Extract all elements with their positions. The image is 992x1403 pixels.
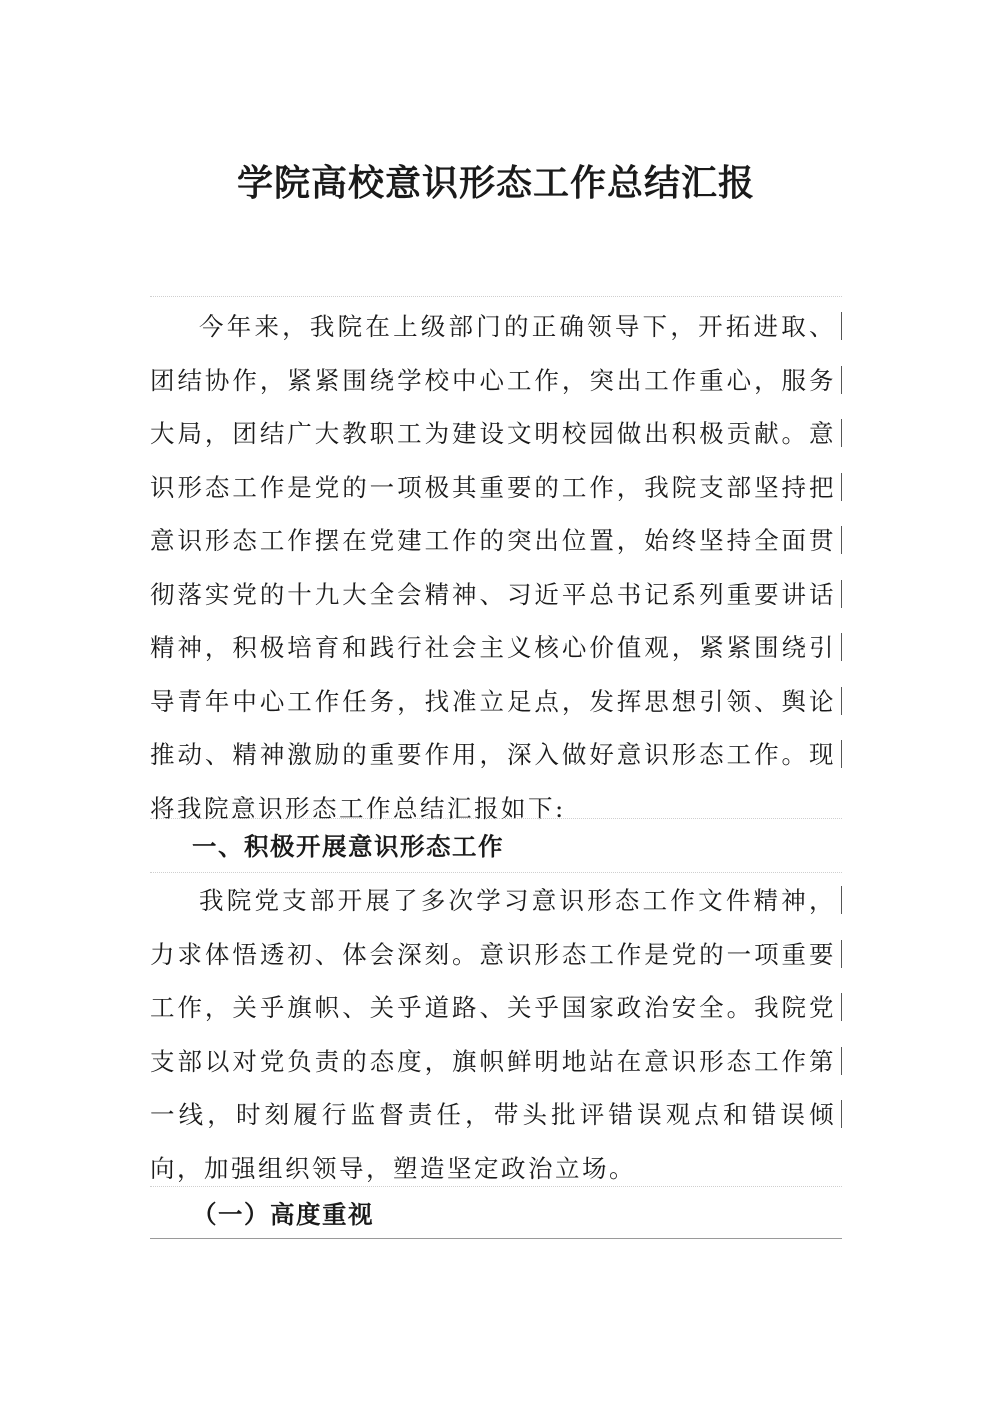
intro-block xyxy=(150,300,842,835)
intro-paragraph: 今年来，我院在上级部门的正确领导下，开拓进取、团结协作，紧紧围绕学校中心工作，突出工作重心，服务大局，团结广大教职工为建设文明校园做出积极贡献。意识形态工作是党的一项极其重要的工作，我院支部坚持把意识形态工作摆在党建工作的突出位置，始终坚持全面贯彻落实党的十九大全会精神、习近平总书记系列重要讲话精神，积极培育和践行社会主义核心价值观，紧紧围绕引导青年中心工作任务，找准立足点，发挥思想引领、舆论推动、精神激励的重要作用，深入做好意识形态工作。现将我院意识形态工作总结汇报如下: xyxy=(150,312,836,823)
divider-line xyxy=(150,1238,842,1239)
divider-line xyxy=(150,818,842,819)
section-1-body-block xyxy=(150,874,842,1195)
divider-line xyxy=(150,872,842,873)
divider-line xyxy=(150,296,842,297)
section-heading: 一、积极开展意识形态工作 xyxy=(192,832,504,861)
section-paragraph: 我院党支部开展了多次学习意识形态工作文件精神，力求体悟透初、体会深刻。意识形态工作是党的一项重要工作，关乎旗帜、关乎道路、关乎国家政治安全。我院党支部以对党负责的态度，旗帜鲜明地站在意识形态工作第一线，时刻履行监督责任，带头批评错误观点和错误倾向，加强组织领导，塑造坚定政治立场。 xyxy=(150,886,836,1183)
divider-line xyxy=(150,1186,842,1187)
subsection-1-heading-block xyxy=(150,1188,842,1242)
subsection-heading: （一）高度重视 xyxy=(192,1200,374,1229)
document-title: 学院高校意识形态工作总结汇报 xyxy=(236,162,755,204)
section-1-heading-block xyxy=(150,820,842,874)
